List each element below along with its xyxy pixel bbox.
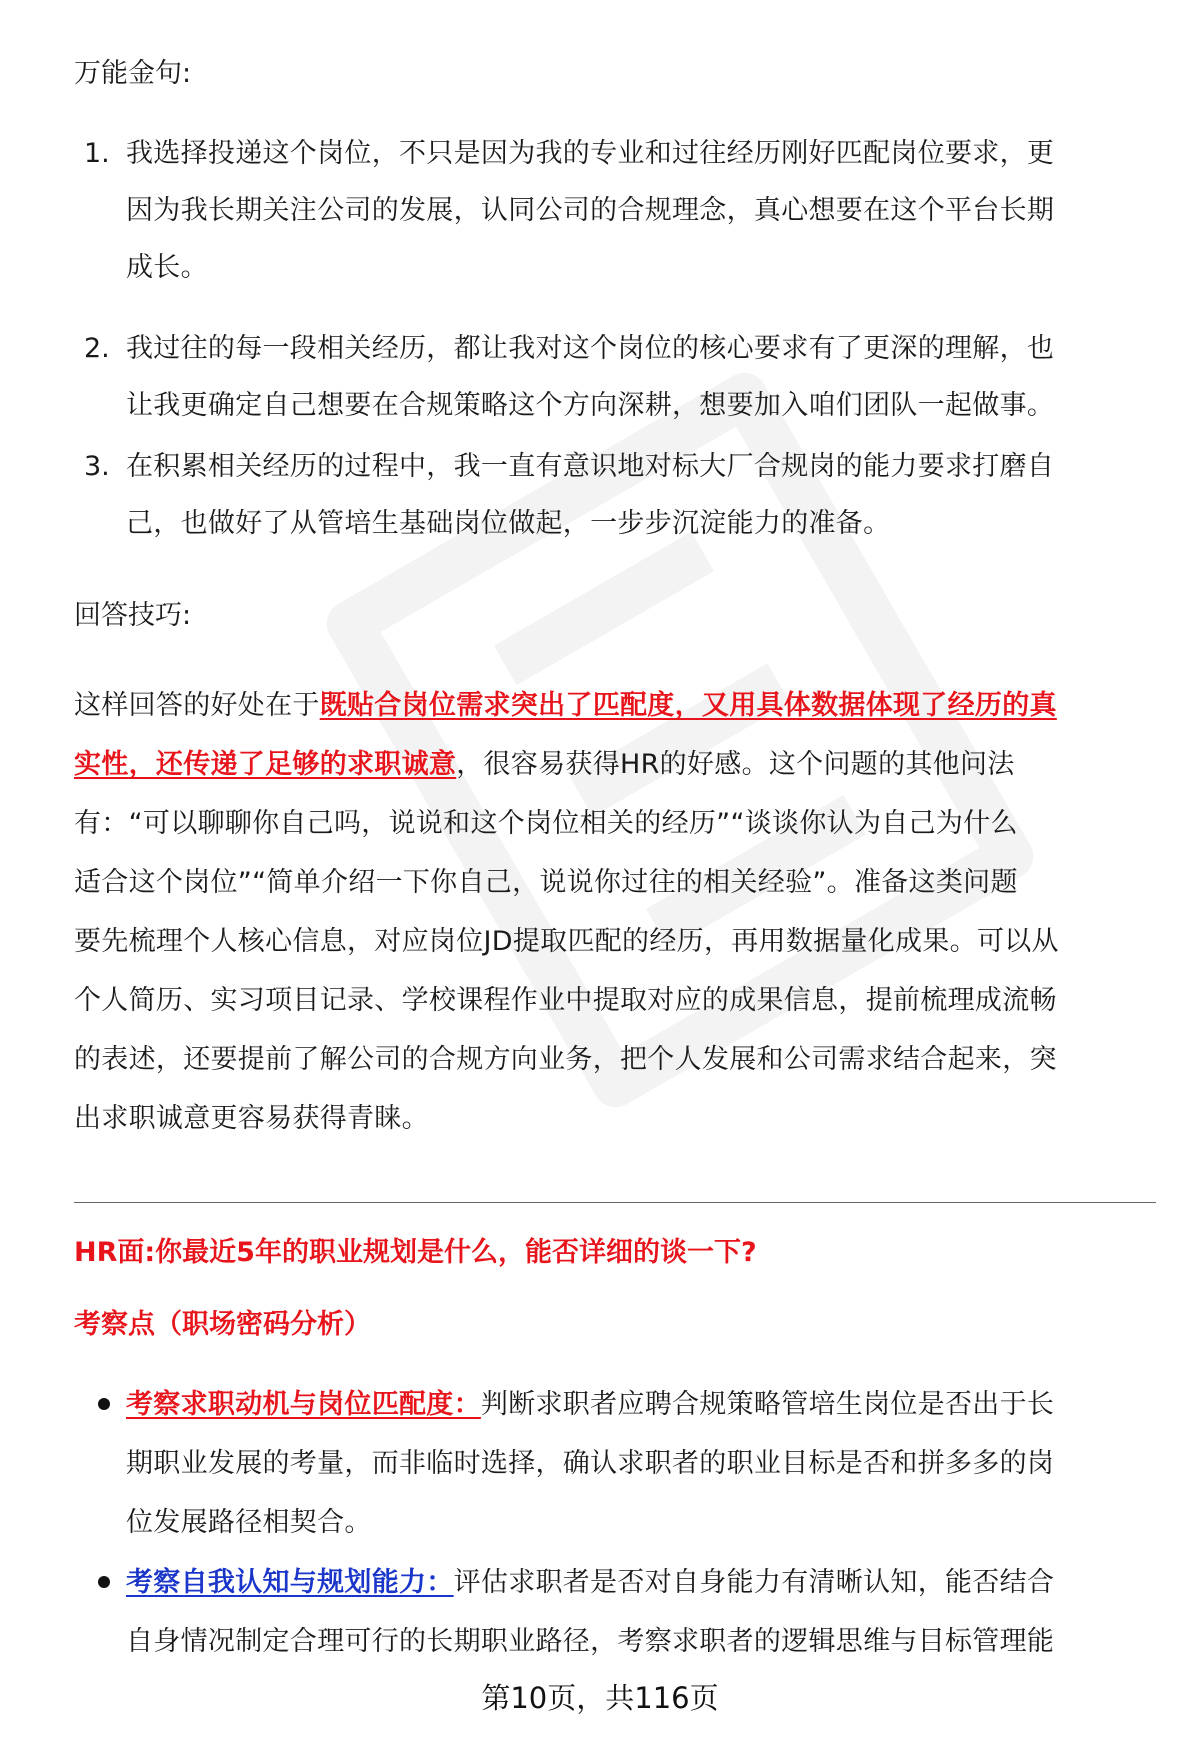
paragraph-line (74, 676, 1057, 735)
paragraph-line: 出求职诚意更容易获得青睐。 (74, 1103, 429, 1134)
emphasis-text: 实性，还传递了足够的求职诚意 (74, 749, 457, 780)
bullet-item-line: 位发展路径相契合。 (126, 1507, 372, 1538)
bullet-item-line (126, 1553, 1054, 1612)
paragraph-line: 的表述，还要提前了解公司的合规方向业务，把个人发展和公司需求结合起来，突 (74, 1044, 1057, 1075)
list-item-line: 我过往的每一段相关经历，都让我对这个岗位的核心要求有了更深的理解，也 (126, 333, 1055, 364)
section-heading-answer-tips: 回答技巧: (74, 600, 192, 631)
bullet-label: 考察自我认知与规划能力： (126, 1567, 454, 1598)
paragraph-text: ，很容易获得HR的好感。这个问题的其他问法 (456, 749, 1015, 780)
section-heading-golden-phrases: 万能金句: (74, 58, 192, 89)
list-number: 3. (84, 451, 110, 482)
interview-question-title: HR面:你最近5年的职业规划是什么，能否详细的谈一下? (74, 1237, 757, 1268)
paragraph-text: 这样回答的好处在于 (74, 690, 320, 721)
paragraph-line: 要先梳理个人核心信息，对应岗位JD提取匹配的经历，再用数据量化成果。可以从 (74, 926, 1059, 957)
bullet-dot (98, 1576, 110, 1588)
paragraph-line: 适合这个岗位”“简单介绍一下你自己，说说你过往的相关经验”。准备这类问题 (74, 867, 1018, 898)
bullet-label: 考察求职动机与岗位匹配度： (126, 1389, 481, 1420)
list-item-line: 在积累相关经历的过程中，我一直有意识地对标大厂合规岗的能力要求打磨自 (126, 451, 1055, 482)
bullet-dot (98, 1398, 110, 1410)
bullet-text: 评估求职者是否对自身能力有清晰认知，能否结合 (453, 1567, 1055, 1598)
list-number: 2. (84, 333, 110, 364)
list-item-line: 成长。 (126, 252, 208, 283)
list-item-line: 因为我长期关注公司的发展，认同公司的合规理念，真心想要在这个平台长期 (126, 195, 1055, 226)
assessment-points-subtitle: 考察点（职场密码分析） (74, 1309, 371, 1340)
bullet-item-line (126, 1375, 1054, 1434)
emphasis-text: 既贴合岗位需求突出了匹配度，又用具体数据体现了经历的真 (319, 690, 1057, 721)
section-divider (74, 1202, 1156, 1203)
list-item-line: 我选择投递这个岗位，不只是因为我的专业和过往经历刚好匹配岗位要求，更 (126, 138, 1055, 169)
list-item-line: 己，也做好了从管培生基础岗位做起，一步步沉淀能力的准备。 (126, 508, 891, 539)
paragraph-line: 个人简历、实习项目记录、学校课程作业中提取对应的成果信息，提前梳理成流畅 (74, 985, 1057, 1016)
paragraph-line (74, 735, 1015, 794)
list-item-line: 让我更确定自己想要在合规策略这个方向深耕，想要加入咱们团队一起做事。 (126, 390, 1055, 421)
bullet-item-line: 期职业发展的考量，而非临时选择，确认求职者的职业目标是否和拼多多的岗 (126, 1448, 1055, 1479)
page-number-footer: 第10页，共116页 (481, 1681, 719, 1715)
bullet-text: 判断求职者应聘合规策略管培生岗位是否出于长 (480, 1389, 1055, 1420)
bullet-item-line: 自身情况制定合理可行的长期职业路径，考察求职者的逻辑思维与目标管理能 (126, 1626, 1055, 1657)
list-number: 1. (84, 138, 110, 169)
paragraph-line: 有：“可以聊聊你自己吗，说说和这个岗位相关的经历”“谈谈你认为自己为什么 (74, 808, 1018, 839)
